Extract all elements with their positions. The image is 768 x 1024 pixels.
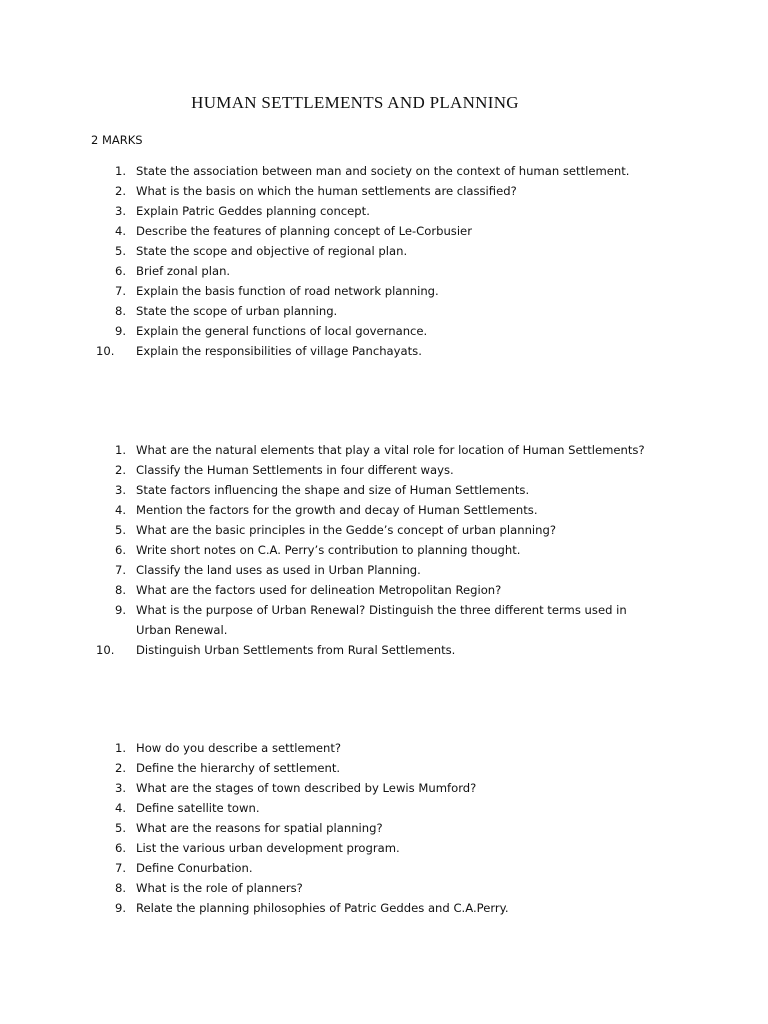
question-number: 4. — [114, 224, 126, 238]
question-item — [0, 281, 656, 301]
question-item — [0, 460, 656, 480]
question-number: 2. — [114, 463, 126, 477]
question-number: 9. — [114, 901, 126, 915]
question-number: 1. — [114, 443, 126, 457]
question-text: Classify the land uses as used in Urban Planning. — [136, 563, 421, 577]
question-text: List the various urban development program. — [136, 841, 400, 855]
question-number: 9. — [114, 603, 126, 617]
question-number: 7. — [114, 861, 126, 875]
question-item — [0, 898, 656, 918]
question-number: 10. — [96, 344, 115, 358]
question-number: 5. — [114, 523, 126, 537]
question-text: Distinguish Urban Settlements from Rural Settlements. — [136, 643, 456, 657]
question-number: 3. — [114, 483, 126, 497]
question-number: 4. — [114, 801, 126, 815]
question-number: 10. — [96, 643, 115, 657]
question-text: Describe the features of planning concept of Le-Corbusier — [136, 224, 472, 238]
question-text: Relate the planning philosophies of Patric Geddes and C.A.Perry. — [136, 901, 509, 915]
question-item — [0, 181, 656, 201]
question-item — [0, 341, 656, 361]
question-item — [0, 798, 656, 818]
question-text: What is the role of planners? — [136, 881, 303, 895]
question-text: What are the factors used for delineation Metropolitan Region? — [136, 583, 502, 597]
question-number: 5. — [114, 244, 126, 258]
question-item — [0, 261, 656, 281]
question-item — [0, 201, 656, 221]
question-text: Write short notes on C.A. Perry’s contribution to planning thought. — [136, 543, 521, 557]
document-title: HUMAN SETTLEMENTS AND PLANNING — [191, 93, 519, 112]
question-item — [0, 480, 656, 500]
question-item — [0, 738, 656, 758]
question-list-1 — [0, 161, 656, 361]
question-item — [0, 878, 656, 898]
question-item — [0, 221, 656, 241]
question-item — [0, 540, 656, 560]
question-item — [0, 600, 656, 640]
question-number: 4. — [114, 503, 126, 517]
question-text: State the scope of urban planning. — [136, 304, 338, 318]
question-item — [0, 500, 656, 520]
question-item — [0, 838, 656, 858]
question-item — [0, 818, 656, 838]
question-item — [0, 560, 656, 580]
question-text: State the association between man and society on the context of human settlement. — [136, 164, 630, 178]
section-heading: 2 MARKS — [91, 133, 143, 147]
question-text: What are the natural elements that play a vital role for location of Human Settlements? — [136, 443, 645, 457]
question-item — [0, 858, 656, 878]
question-item — [0, 580, 656, 600]
question-number: 7. — [114, 284, 126, 298]
question-item — [0, 778, 656, 798]
question-number: 2. — [114, 761, 126, 775]
question-number: 1. — [114, 741, 126, 755]
question-number: 6. — [114, 841, 126, 855]
question-text: Classify the Human Settlements in four different ways. — [136, 463, 454, 477]
question-text: Define the hierarchy of settlement. — [136, 761, 341, 775]
question-number: 3. — [114, 781, 126, 795]
question-item — [0, 440, 656, 460]
question-text: Define Conurbation. — [136, 861, 253, 875]
question-item — [0, 321, 656, 341]
question-text: What are the basic principles in the Gedde’s concept of urban planning? — [136, 523, 557, 537]
question-item — [0, 241, 656, 261]
question-number: 2. — [114, 184, 126, 198]
question-text: Mention the factors for the growth and decay of Human Settlements. — [136, 503, 538, 517]
question-text: Explain the basis function of road network planning. — [136, 284, 439, 298]
question-text: State factors influencing the shape and size of Human Settlements. — [136, 483, 530, 497]
question-item — [0, 758, 656, 778]
question-text: Define satellite town. — [136, 801, 260, 815]
question-text: Brief zonal plan. — [136, 264, 231, 278]
question-text: Explain the general functions of local governance. — [136, 324, 428, 338]
question-item — [0, 301, 656, 321]
question-number: 6. — [114, 264, 126, 278]
question-number: 6. — [114, 543, 126, 557]
question-number: 9. — [114, 324, 126, 338]
question-number: 1. — [114, 164, 126, 178]
question-text: What are the reasons for spatial planning? — [136, 821, 383, 835]
question-number: 5. — [114, 821, 126, 835]
question-list-2 — [0, 440, 656, 660]
question-text: State the scope and objective of regional plan. — [136, 244, 408, 258]
question-text: How do you describe a settlement? — [136, 741, 342, 755]
question-number: 8. — [114, 881, 126, 895]
question-number: 3. — [114, 204, 126, 218]
question-text: What is the purpose of Urban Renewal? Distinguish the three different terms used in Urban Renewal. — [136, 603, 627, 637]
question-list-3 — [0, 738, 656, 918]
question-text: Explain Patric Geddes planning concept. — [136, 204, 370, 218]
question-text: Explain the responsibilities of village Panchayats. — [136, 344, 422, 358]
question-item — [0, 161, 656, 181]
question-text: What are the stages of town described by Lewis Mumford? — [136, 781, 477, 795]
question-text: What is the basis on which the human settlements are classified? — [136, 184, 517, 198]
question-number: 7. — [114, 563, 126, 577]
question-number: 8. — [114, 304, 126, 318]
question-number: 8. — [114, 583, 126, 597]
question-item — [0, 640, 656, 660]
question-item — [0, 520, 656, 540]
